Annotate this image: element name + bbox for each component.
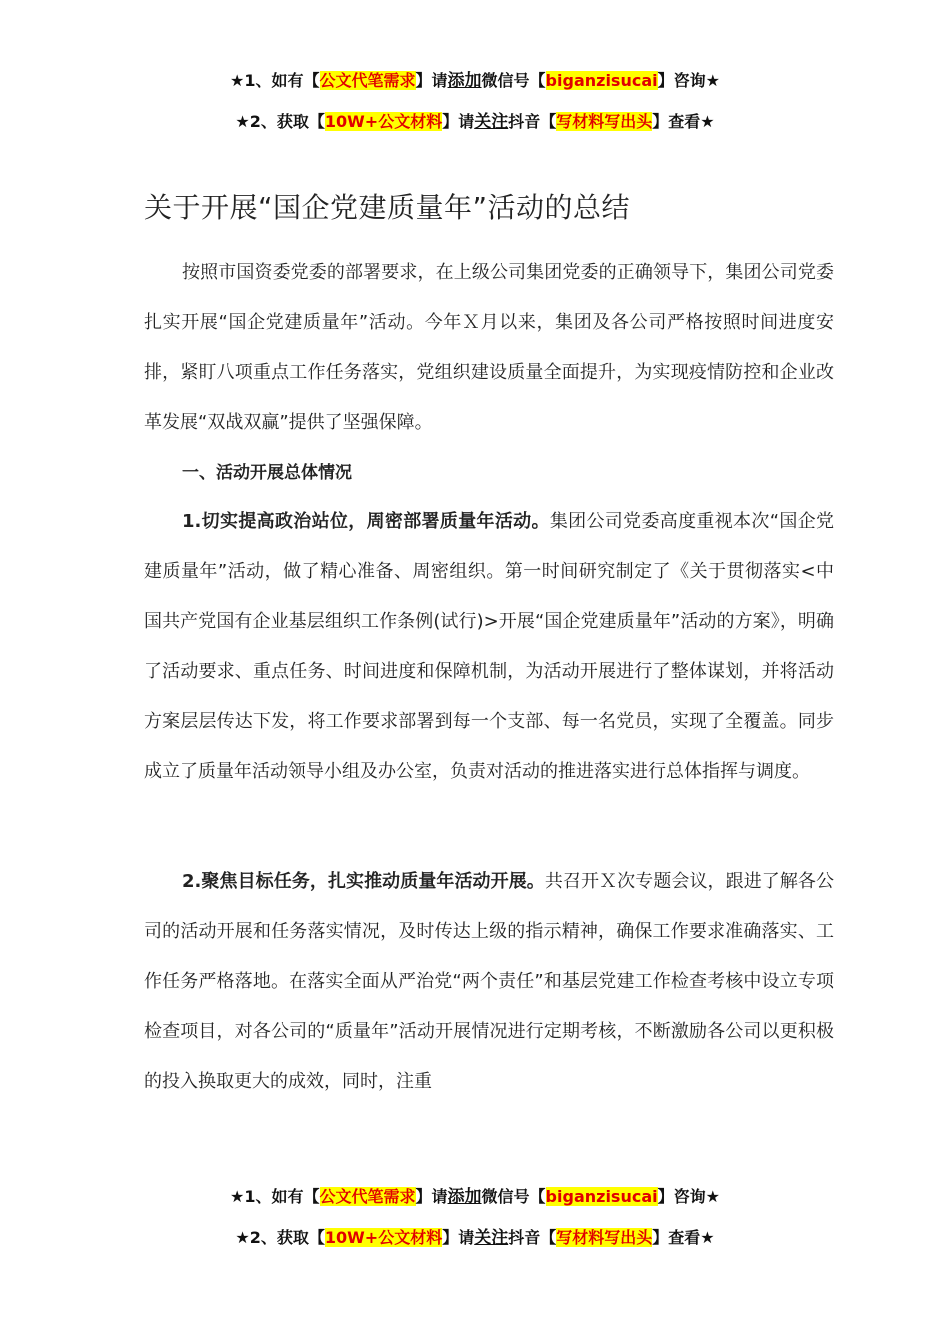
banner-underline: 添加 bbox=[447, 71, 482, 91]
paragraph-1-lead: 1.切实提高政治站位，周密部署质量年活动。 bbox=[182, 511, 550, 532]
banner-highlight: 写材料写出头 bbox=[556, 1228, 653, 1247]
top-banner-line-1 bbox=[0, 69, 950, 93]
bottom-banner-line-2 bbox=[0, 1226, 950, 1250]
banner-highlight: 10W+公文材料 bbox=[324, 1228, 443, 1247]
paragraph-2-body: 共召开Ｘ次专题会议，跟进了解各公司的活动开展和任务落实情况，及时传达上级的指示精神，确保工作要求准确落实、工作任务严格落地。在落实全面从严治党“两个责任”和基层党建工作检查考核中设立专项检查项目，对各公司的“质量年”活动开展情况进行定期考核，不断激励各公司以更积极的投入换取更大的成效，同时，注重 bbox=[144, 871, 834, 1092]
banner-text: 】请 bbox=[415, 1187, 448, 1206]
banner-highlight: 公文代笔需求 bbox=[319, 71, 416, 90]
banner-text: ★2、获取【 bbox=[235, 1228, 325, 1247]
banner-text: 】请 bbox=[442, 112, 475, 131]
banner-highlight: biganzisucai bbox=[545, 71, 658, 90]
banner-text: ★2、获取【 bbox=[235, 112, 325, 131]
banner-text: 抖音【 bbox=[508, 112, 557, 131]
section-heading-1: 一、活动开展总体情况 bbox=[182, 463, 352, 483]
banner-text: 微信号【 bbox=[481, 71, 546, 90]
banner-text: 】查看★ bbox=[652, 1228, 715, 1247]
paragraph-2-lead: 2.聚焦目标任务，扎实推动质量年活动开展。 bbox=[182, 871, 545, 892]
paragraph-1 bbox=[144, 497, 834, 797]
document-title: 关于开展“国企党建质量年”活动的总结 bbox=[144, 191, 631, 224]
top-banner-line-2 bbox=[0, 110, 950, 134]
banner-underline: 关注 bbox=[474, 112, 509, 132]
banner-text: 抖音【 bbox=[508, 1228, 557, 1247]
bottom-banner-line-1 bbox=[0, 1185, 950, 1209]
paragraph-2 bbox=[144, 857, 834, 1107]
banner-underline: 添加 bbox=[447, 1187, 482, 1207]
banner-highlight: 写材料写出头 bbox=[556, 112, 653, 131]
banner-text: 微信号【 bbox=[481, 1187, 546, 1206]
banner-text: 】咨询★ bbox=[657, 71, 720, 90]
banner-highlight: biganzisucai bbox=[545, 1187, 658, 1206]
banner-text: 】请 bbox=[442, 1228, 475, 1247]
banner-text: 】咨询★ bbox=[657, 1187, 720, 1206]
banner-underline: 关注 bbox=[474, 1228, 509, 1248]
intro-paragraph: 按照市国资委党委的部署要求，在上级公司集团党委的正确领导下，集团公司党委扎实开展“国企党建质量年”活动。今年Ｘ月以来，集团及各公司严格按照时间进度安排，紧盯八项重点工作任务落实，党组织建设质量全面提升，为实现疫情防控和企业改革发展“双战双赢”提供了坚强保障。 bbox=[144, 262, 834, 433]
banner-text: 】查看★ bbox=[652, 112, 715, 131]
banner-text: ★1、如有【 bbox=[230, 71, 320, 90]
banner-text: ★1、如有【 bbox=[230, 1187, 320, 1206]
banner-highlight: 10W+公文材料 bbox=[324, 112, 443, 131]
banner-text: 】请 bbox=[415, 71, 448, 90]
banner-highlight: 公文代笔需求 bbox=[319, 1187, 416, 1206]
paragraph-1-body: 集团公司党委高度重视本次“国企党建质量年”活动，做了精心准备、周密组织。第一时间研究制定了《关于贯彻落实<中国共产党国有企业基层组织工作条例(试行)>开展“国企党建质量年”活动的方案》，明确了活动要求、重点任务、时间进度和保障机制，为活动开展进行了整体谋划，并将活动方案层层传达下发，将工作要求部署到每一个支部、每一名党员，实现了全覆盖。同步成立了质量年活动领导小组及办公室，负责对活动的推进落实进行总体指挥与调度。 bbox=[144, 511, 834, 782]
